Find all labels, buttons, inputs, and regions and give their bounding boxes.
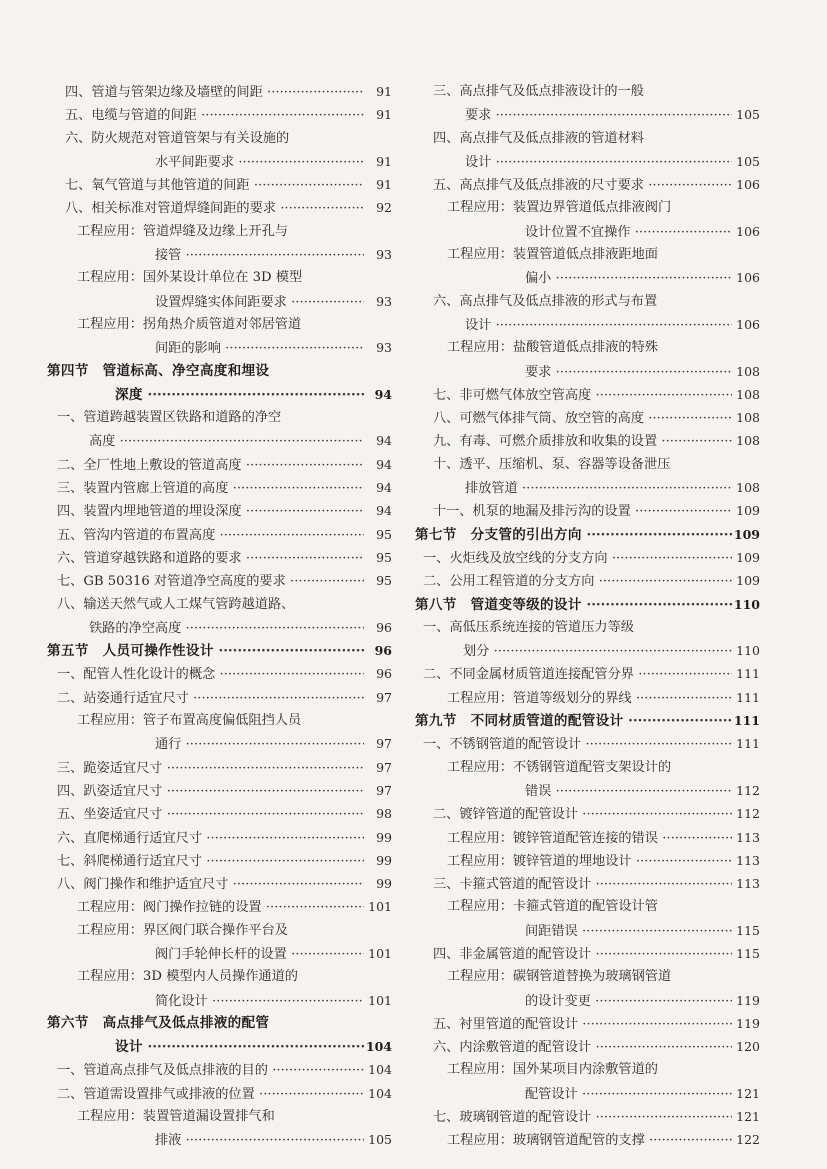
toc-entry-text: 通行 ····· (155, 733, 364, 755)
toc-section-heading (415, 593, 760, 616)
toc-entry-text: 设计位置不宜操作 ····· (525, 221, 732, 243)
toc-entry-text: 工程应用：玻璃钢管道配管的支撑 ····· (447, 1129, 732, 1151)
toc-entry-text: 二、管道需设置排气或排液的位置 ····· (57, 1083, 364, 1105)
toc-page-number: 109 (736, 549, 760, 565)
toc-entry-text: 一、高低压系统连接的管道压力等级 (423, 619, 634, 635)
toc-entry (415, 546, 760, 569)
toc-entry-text: 工程应用：3D 模型内人员操作通道的 (77, 969, 298, 985)
toc-entry-text: 接管 ····· (155, 244, 364, 266)
toc-page-number: 97 (376, 759, 392, 775)
toc-entry (47, 826, 392, 849)
toc-entry-text: 第六节 高点排气及低点排液的配管 (47, 1014, 270, 1031)
toc-entry (415, 686, 760, 709)
toc-entry (47, 476, 392, 499)
toc-page-number: 91 (376, 107, 392, 123)
toc-entry (415, 220, 760, 243)
toc-entry (415, 569, 760, 592)
toc-entry (47, 732, 392, 755)
toc-entry (415, 243, 760, 266)
toc-page-number: 115 (736, 922, 760, 938)
toc-entry-text: 八、可燃气体排气筒、放空管的高度 ····· (433, 407, 732, 429)
toc-entry-text: 四、装置内埋地管道的埋设深度 ····· (57, 500, 364, 522)
toc-entry-text: 一、管道跨越装置区铁路和道路的净空 (57, 410, 282, 426)
toc-page-number: 104 (365, 1039, 392, 1055)
toc-entry-text: 三、卡箍式管道的配管设计 ····· (433, 873, 732, 895)
toc-entry (47, 453, 392, 476)
toc-entry-text: 深度 ····· (115, 384, 364, 406)
toc-page-number: 111 (736, 736, 760, 752)
toc-entry (415, 826, 760, 849)
toc-entry (415, 756, 760, 779)
toc-entry (47, 802, 392, 825)
toc-page-number: 95 (376, 573, 392, 589)
toc-entry-text: 五、管沟内管道的布置高度 ····· (57, 524, 364, 546)
toc-entry-text: 一、不锈钢管道的配管设计 ····· (423, 733, 732, 755)
toc-entry-text: 一、管道高点排气及低点排液的目的 ····· (57, 1059, 364, 1081)
toc-entry (415, 173, 760, 196)
toc-entry-text: 工程应用：管子布置高度偏低阻挡人员 (77, 713, 302, 729)
toc-page-number: 95 (376, 549, 392, 565)
toc-entry (47, 1058, 392, 1081)
toc-page-number: 120 (736, 1039, 760, 1055)
toc-entry-text: 七、GB 50316 对管道净空高度的要求 ····· (57, 570, 364, 592)
toc-page-number: 110 (733, 596, 760, 612)
toc-entry (415, 290, 760, 313)
toc-entry-text: 三、高点排气及低点排液设计的一般 (433, 84, 644, 99)
toc-entry-text: 的设计变更 ····· (525, 990, 732, 1012)
toc-entry-text: 排放管道 ····· (465, 477, 732, 499)
toc-page-number: 106 (736, 270, 760, 286)
toc-entry-text: 七、非可燃气体放空管高度 ····· (433, 384, 732, 406)
toc-entry (415, 80, 760, 103)
toc-entry (47, 919, 392, 942)
toc-entry-text: 工程应用：卡箍式管道的配管设计管 (447, 899, 658, 915)
toc-entry (47, 779, 392, 802)
toc-entry-text: 工程应用：国外某项目内涂敷管道的 (447, 1062, 658, 1078)
toc-entry-text: 一、配管人性化设计的概念 ····· (57, 663, 364, 685)
toc-entry-text: 配管设计 ····· (525, 1083, 732, 1105)
toc-page-number: 93 (376, 340, 392, 356)
toc-section-heading (47, 383, 392, 406)
toc-entry-text: 一、火炬线及放空线的分支方向 ····· (423, 547, 732, 569)
toc-entry-text: 五、坐姿适宜尺寸 ····· (57, 803, 364, 825)
toc-entry (415, 779, 760, 802)
toc-page-number: 91 (376, 153, 392, 169)
toc-entry (47, 80, 392, 103)
toc-page-number: 96 (374, 643, 392, 659)
toc-entry-text: 间距错误 ····· (525, 920, 732, 942)
toc-entry (47, 989, 392, 1012)
toc-entry-text: 二、不同金属材质管道连接配管分界 ····· (423, 663, 732, 685)
toc-entry (47, 662, 392, 685)
toc-entry-text: 十、透平、压缩机、泵、容器等设备泄压 (433, 456, 671, 472)
toc-entry (415, 732, 760, 755)
toc-page-number: 113 (736, 876, 760, 892)
toc-entry-text: 工程应用：拐角热介质管道对邻居管道 (77, 316, 302, 332)
toc-entry (415, 802, 760, 825)
toc-entry-text: 工程应用：装置管道低点排液距地面 (447, 247, 658, 263)
toc-entry-text: 第七节 分支管的引出方向 ····· (415, 524, 732, 546)
toc-page-number: 94 (376, 480, 392, 496)
toc-page-number: 106 (736, 316, 760, 332)
toc-entry-text: 六、内涂敷管道的配管设计 ····· (433, 1036, 732, 1058)
toc-page-number: 92 (376, 200, 392, 216)
toc-entry (415, 150, 760, 173)
toc-section-heading (47, 360, 392, 383)
toc-page-number: 96 (376, 666, 392, 682)
toc-entry-text: 要求 ····· (465, 104, 732, 126)
toc-entry-text: 十一、机泵的地漏及排污沟的设置 ····· (433, 500, 732, 522)
toc-entry-text: 第五节 人员可操作性设计 ····· (47, 640, 364, 662)
toc-column-left (47, 80, 392, 1152)
toc-entry (415, 1035, 760, 1058)
toc-entry-text: 工程应用：阀门操作拉链的设置 ····· (77, 896, 364, 918)
toc-entry (415, 313, 760, 336)
toc-entry-text: 六、直爬梯通行适宜尺寸 ····· (57, 827, 364, 849)
toc-entry (47, 336, 392, 359)
toc-entry-text: 设计 ····· (115, 1036, 364, 1058)
toc-entry-text: 设置焊缝实体间距要求 ····· (155, 291, 364, 313)
toc-entry-text: 二、镀锌管道的配管设计 ····· (433, 803, 732, 825)
toc-entry (47, 499, 392, 522)
toc-entry-text: 五、高点排气及低点排液的尺寸要求 ····· (433, 174, 732, 196)
toc-page-number: 91 (376, 84, 392, 99)
toc-page-number: 112 (736, 806, 760, 822)
toc-entry (47, 1082, 392, 1105)
toc-page-number: 105 (736, 153, 760, 169)
toc-page-number: 97 (376, 736, 392, 752)
toc-entry (415, 406, 760, 429)
toc-entry-text: 排液 ····· (155, 1129, 364, 1151)
toc-entry (415, 872, 760, 895)
toc-section-heading (47, 639, 392, 662)
toc-entry-text: 四、高点排气及低点排液的管道材料 (433, 130, 644, 146)
toc-page-number: 99 (376, 876, 392, 892)
toc-entry-text: 九、有毒、可燃介质排放和收集的设置 ····· (433, 430, 732, 452)
toc-entry (415, 453, 760, 476)
toc-page-number: 106 (736, 177, 760, 193)
toc-entry (47, 616, 392, 639)
toc-entry-text: 四、趴姿适宜尺寸 ····· (57, 780, 364, 802)
toc-page-number: 91 (376, 177, 392, 193)
toc-entry-text: 五、衬里管道的配管设计 ····· (433, 1013, 732, 1035)
toc-entry (415, 1012, 760, 1035)
toc-entry (47, 942, 392, 965)
toc-page-number: 105 (736, 107, 760, 123)
toc-page-number: 101 (368, 899, 392, 915)
toc-entry-text: 工程应用：管道焊缝及边缘上开孔与 (77, 223, 288, 239)
toc-entry-text: 设计 ····· (465, 151, 732, 173)
toc-page-number: 93 (376, 247, 392, 263)
toc-entry (415, 360, 760, 383)
toc-page-number: 108 (736, 386, 760, 402)
toc-page-number: 95 (376, 526, 392, 542)
toc-entry-text: 七、斜爬梯通行适宜尺寸 ····· (57, 850, 364, 872)
toc-page-number: 113 (736, 852, 760, 868)
toc-entry-text: 高度 ····· (89, 430, 364, 452)
toc-entry (415, 383, 760, 406)
toc-entry-text: 工程应用：装置边界管道低点排液阀门 (447, 200, 672, 216)
toc-entry-text: 六、高点排气及低点排液的形式与布置 (433, 293, 658, 309)
toc-page-number: 108 (736, 363, 760, 379)
toc-entry (415, 127, 760, 150)
toc-entry (47, 150, 392, 173)
toc-page-number: 111 (736, 666, 760, 682)
toc-entry (47, 569, 392, 592)
toc-entry-text: 铁路的净空高度 ····· (89, 617, 364, 639)
toc-entry (415, 1058, 760, 1081)
toc-entry (415, 849, 760, 872)
toc-page-number: 121 (736, 1109, 760, 1125)
toc-entry-text: 工程应用：界区阀门联合操作平台及 (77, 922, 288, 938)
toc-section-heading (415, 709, 760, 732)
toc-entry-text: 八、输送天然气或人工煤气管跨越道路、 (57, 596, 295, 612)
toc-page-number: 101 (368, 992, 392, 1008)
toc-entry (415, 429, 760, 452)
toc-entry-text: 六、管道穿越铁路和道路的要求 ····· (57, 547, 364, 569)
toc-entry (47, 406, 392, 429)
toc-entry (415, 1105, 760, 1128)
toc-entry (47, 756, 392, 779)
toc-page-number: 108 (736, 410, 760, 426)
toc-entry (415, 196, 760, 219)
toc-entry (47, 1128, 392, 1151)
toc-section-heading (47, 1012, 392, 1035)
toc-entry (47, 872, 392, 895)
toc-entry (47, 523, 392, 546)
toc-page-number: 112 (736, 782, 760, 798)
toc-entry (415, 499, 760, 522)
toc-entry (415, 965, 760, 988)
toc-entry (47, 103, 392, 126)
toc-entry (47, 243, 392, 266)
toc-entry (47, 1105, 392, 1128)
toc-entry (47, 313, 392, 336)
toc-entry (415, 639, 760, 662)
toc-entry-text: 工程应用：碳钢管道替换为玻璃钢管道 (447, 969, 672, 985)
toc-entry-text: 水平间距要求 ····· (155, 151, 364, 173)
toc-page-number: 121 (736, 1085, 760, 1101)
toc-entry (47, 709, 392, 732)
toc-entry (415, 103, 760, 126)
toc-entry-text: 要求 ····· (525, 361, 732, 383)
toc-entry (415, 895, 760, 918)
toc-section-heading (47, 1035, 392, 1058)
toc-page-number: 94 (376, 456, 392, 472)
toc-entry (47, 266, 392, 289)
toc-entry-text: 第八节 管道变等级的设计 ····· (415, 594, 732, 616)
toc-entry-text: 设计 ····· (465, 314, 732, 336)
toc-entry-text: 间距的影响 ····· (155, 337, 364, 359)
toc-page-number: 98 (376, 806, 392, 822)
toc-entry (415, 336, 760, 359)
toc-entry-text: 工程应用：装置管道漏设置排气和 (77, 1109, 275, 1125)
toc-page-number: 94 (374, 386, 392, 402)
toc-entry (47, 593, 392, 616)
toc-page-number: 101 (368, 945, 392, 961)
toc-entry (415, 942, 760, 965)
toc-entry (47, 965, 392, 988)
toc-entry-text: 工程应用：盐酸管道低点排液的特殊 (447, 340, 658, 356)
toc-entry (47, 220, 392, 243)
toc-entry-text: 工程应用：镀锌管道的埋地设计 ····· (447, 850, 732, 872)
toc-entry-text: 三、跪姿适宜尺寸 ····· (57, 757, 364, 779)
toc-entry-text: 错误 ····· (525, 780, 732, 802)
toc-page-number: 109 (736, 573, 760, 589)
toc-entry (415, 476, 760, 499)
toc-entry-text: 四、管道与管架边缘及墙壁的间距 ····· (65, 81, 364, 103)
toc-page-number: 111 (736, 689, 760, 705)
toc-entry-text: 工程应用：不锈钢管道配管支架设计的 (447, 759, 672, 775)
toc-entry-text: 第九节 不同材质管道的配管设计 ····· (415, 710, 732, 732)
toc-entry (415, 1128, 760, 1151)
toc-page-number: 99 (376, 829, 392, 845)
toc-entry-text: 简化设计 ····· (155, 990, 364, 1012)
toc-column-right (415, 80, 760, 1152)
toc-entry-text: 第四节 管道标高、净空高度和埋设 (47, 362, 270, 379)
toc-entry (47, 429, 392, 452)
toc-page-number: 96 (376, 619, 392, 635)
toc-entry (415, 616, 760, 639)
toc-entry (47, 686, 392, 709)
toc-page-number: 105 (368, 1132, 392, 1148)
toc-entry (47, 849, 392, 872)
toc-entry-text: 五、电缆与管道的间距 ····· (65, 104, 364, 126)
toc-entry-text: 工程应用：镀锌管道配管连接的错误 ····· (447, 827, 732, 849)
toc-entry (415, 662, 760, 685)
toc-entry (47, 895, 392, 918)
toc-entry-text: 二、站姿通行适宜尺寸 ····· (57, 687, 364, 709)
toc-entry-text: 八、相关标准对管道焊缝间距的要求 ····· (65, 197, 364, 219)
toc-entry-text: 四、非金属管道的配管设计 ····· (433, 943, 732, 965)
toc-entry (47, 127, 392, 150)
toc-entry (47, 546, 392, 569)
toc-entry-text: 二、公用工程管道的分支方向 ····· (423, 570, 732, 592)
toc-entry-text: 六、防火规范对管道管架与有关设施的 (65, 130, 290, 146)
toc-entry-text: 二、全厂性地上敷设的管道高度 ····· (57, 454, 364, 476)
toc-page-number: 109 (736, 503, 760, 519)
toc-page-number: 94 (376, 503, 392, 519)
toc-page-number: 109 (733, 526, 760, 542)
toc-entry (47, 196, 392, 219)
toc-page-number: 93 (376, 293, 392, 309)
toc-entry-text: 三、装置内管廊上管道的高度 ····· (57, 477, 364, 499)
toc-entry (47, 290, 392, 313)
toc-page-number: 122 (736, 1132, 760, 1148)
toc-entry-text: 划分 ····· (463, 640, 732, 662)
toc-entry (415, 919, 760, 942)
toc-page-number: 110 (736, 643, 760, 659)
toc-page-number: 99 (376, 852, 392, 868)
toc-page-number: 97 (376, 782, 392, 798)
toc-entry-text: 工程应用：国外某设计单位在 3D 模型 (77, 270, 303, 286)
toc-page-number: 97 (376, 689, 392, 705)
toc-page-number: 106 (736, 223, 760, 239)
toc-page-number: 119 (736, 992, 760, 1008)
toc-entry-text: 偏小 ····· (525, 267, 732, 289)
toc-entry-text: 工程应用：管道等级划分的界线 ····· (447, 687, 732, 709)
toc-page-number: 108 (736, 433, 760, 449)
toc-page-number: 94 (376, 433, 392, 449)
toc-entry-text: 七、氧气管道与其他管道的间距 ····· (65, 174, 364, 196)
toc-entry-text: 八、阀门操作和维护适宜尺寸 ····· (57, 873, 364, 895)
toc-entry (415, 266, 760, 289)
toc-page-number: 111 (733, 713, 760, 729)
toc-page-number: 104 (368, 1085, 392, 1101)
toc-page-number: 104 (368, 1062, 392, 1078)
toc-page-number: 113 (736, 829, 760, 845)
toc-page-number: 119 (736, 1015, 760, 1031)
toc-entry-text: 阀门手轮伸长杆的设置 ····· (155, 943, 364, 965)
toc-entry (415, 1082, 760, 1105)
toc-page-number: 108 (736, 480, 760, 496)
toc-entry-text: 七、玻璃钢管道的配管设计 ····· (433, 1106, 732, 1128)
toc-section-heading (415, 523, 760, 546)
toc-entry (415, 989, 760, 1012)
toc-page-number: 115 (736, 945, 760, 961)
toc-entry (47, 173, 392, 196)
